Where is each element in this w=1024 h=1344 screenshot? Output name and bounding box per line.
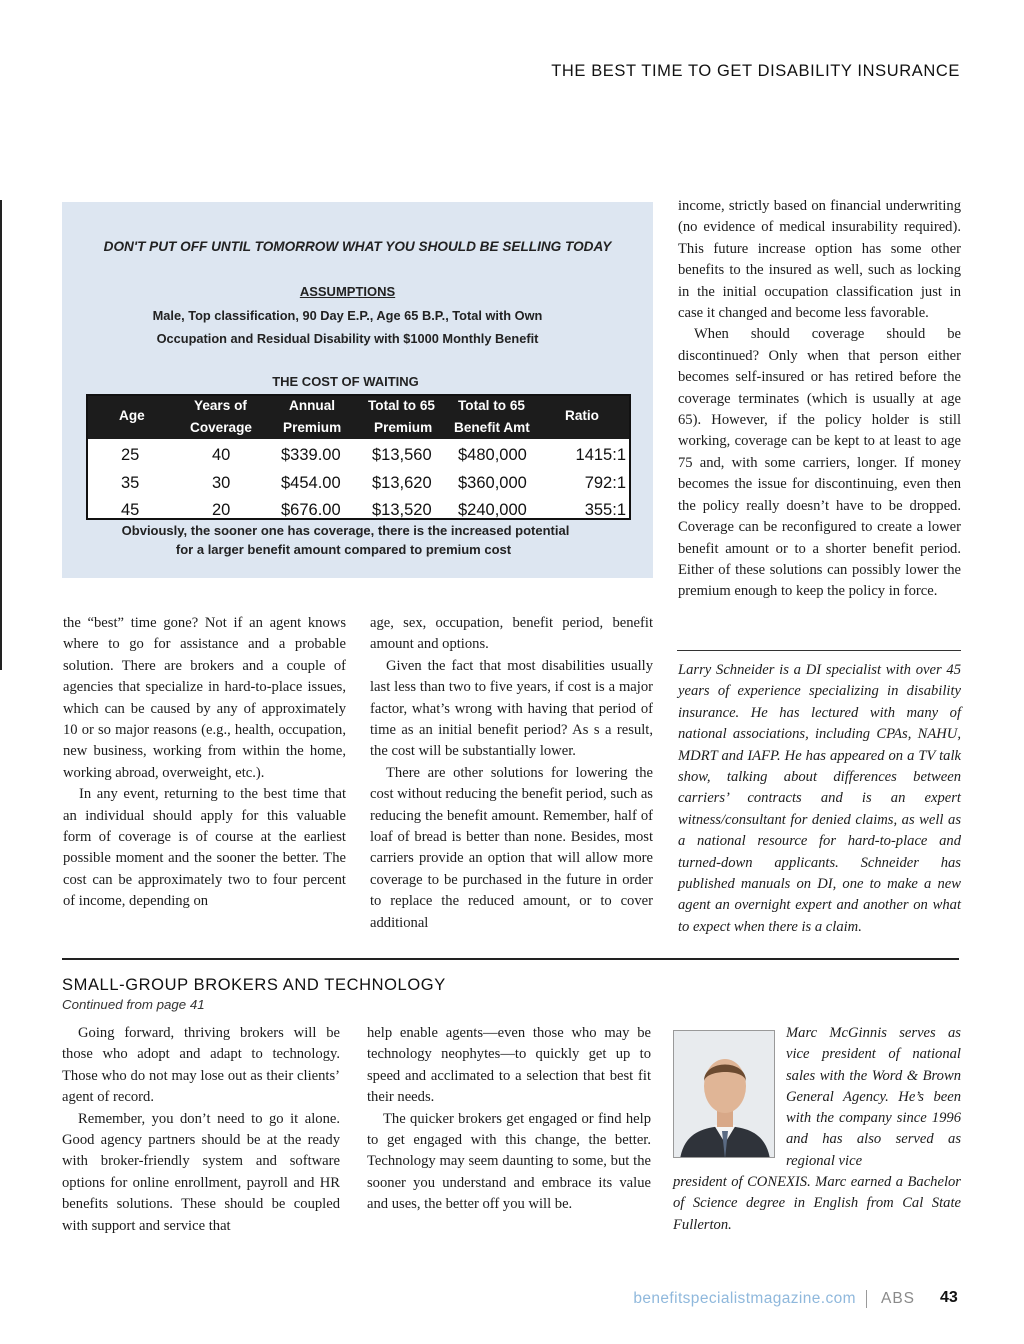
header-annual-1: Annual [289,398,336,413]
author-bio-marc-mcginnis-continued [673,1172,961,1236]
header-years-1: Years of [194,398,247,413]
cell-age: 25 [121,446,140,464]
paragraph: Given the fact that most disabilities usually last less than two to five years, if cost is a major factor, what’s wrong with having that period of time as an initial benefit period? As s a result, the cost will be substantially lower. [370,657,653,760]
page-number: 43 [940,1289,958,1306]
header-total-premium-2: Premium [374,420,433,435]
footer-website-link[interactable]: benefitspecialistmagazine.com [633,1290,856,1307]
cell-total-premium: $13,520 [372,501,432,519]
cell-ratio: 355:1 [584,501,626,519]
author-bio-marc-mcginnis [786,1023,961,1172]
cell-annual: $339.00 [281,446,341,464]
paragraph: the “best” time gone? Not if an agent knows where to go for assistance and a probable solution. There are brokers and a couple of agencies that specialize in hard-to-place issues, which can be caused by any of approximately 10 or so major reasons (e.g., health, occupation, new business, working from within the home, working abroad, overweight, etc.). [63,615,346,781]
page-spine-line [0,200,2,670]
cell-total-premium: $13,620 [372,474,432,492]
paragraph: help enable agents—even those who may be technology neophytes—to quickly get up to speed and acclimated to a selection that best fit their needs. [367,1025,651,1106]
cost-of-waiting-figure [62,202,653,578]
section-continued-note: Continued from page 41 [62,997,205,1012]
cost-table [86,394,631,520]
header-total-premium-1: Total to 65 [368,398,435,413]
author-photo [673,1030,775,1158]
paragraph: income, strictly based on financial underwriting (no evidence of medical insurability required). This future increase option has some other benefits to the insured as well, such as locking in the initial occupation classification just in case it changed and become less favorable. [678,198,961,322]
bio-divider [677,650,961,651]
paragraph: Remember, you don’t need to go it alone. Good agency partners should be at the ready with broker-friendly system and software options for online enrollment, payroll and HR benefits solutions. These should be coupled with support and service that [62,1110,340,1234]
article-column-3 [678,196,961,603]
figure-note-line-2: for a larger benefit amount compared to premium cost [175,542,512,557]
cell-annual: $676.00 [281,501,341,519]
paragraph: In any event, returning to the best time that an individual should apply for this valuable form of coverage is of course at the earliest possible moment and the sooner the better. The cost can be approximately two to four percent of income, depending on [63,786,346,910]
running-header-title: THE BEST TIME TO GET DISABILITY INSURANCE [551,62,960,80]
cell-total-benefit: $360,000 [458,474,527,492]
author-bio-larry-schneider [678,660,961,938]
footer-magazine-name: ABS [881,1290,916,1307]
footer-separator [866,1290,867,1308]
header-years-2: Coverage [190,420,252,435]
section2-column-1 [62,1023,340,1237]
article-column-1 [63,613,346,913]
assumptions-line-1: Male, Top classification, 90 Day E.P., Age 65 B.P., Total with Own [152,308,543,323]
section2-column-2 [367,1023,651,1216]
cell-years: 20 [212,501,231,519]
assumptions-title: ASSUMPTIONS [299,284,396,299]
paragraph: age, sex, occupation, benefit period, benefit amount and options. [370,615,653,653]
cell-ratio: 1415:1 [575,446,626,464]
section-title: SMALL-GROUP BROKERS AND TECHNOLOGY [62,976,446,994]
paragraph: When should coverage should be discontinued? Only when that person either becomes self-insured or has retired before the coverage terminates (which is usually at age 65). However, if the policy holder is still working, coverage can be kept to at least to age 75 and, with some carriers, longer. If money becomes the issue for discontinuing, even then the policy really doesn’t have to be dropped. Coverage can be reconfigured to create a lower benefit amount or to a shorter benefit period. Either of these solutions can possibly lower the premium enough to keep the policy in force. [678,326,961,600]
bio-text: Marc McGinnis serves as vice president of national sales with the Word & Brown General Agency. He’s been with the company since 1996 and has also served as regional vice [786,1025,961,1169]
bio-text: president of CONEXIS. Marc earned a Bachelor of Science degree in English from Cal State Fullerton. [673,1174,961,1233]
figure-note-line-1: Obviously, the sooner one has coverage, there is the increased potential [121,523,570,538]
cell-annual: $454.00 [281,474,341,492]
paragraph: The quicker brokers get engaged or find help to get engaged with this change, the better. Technology may seem daunting to some, but the sooner you understand and embrace its value and uses, the better off you will be. [367,1110,651,1213]
cell-years: 30 [212,474,231,492]
cell-ratio: 792:1 [584,474,626,492]
cell-age: 35 [121,474,140,492]
cell-age: 45 [121,501,140,519]
cell-total-benefit: $240,000 [458,501,527,519]
header-annual-2: Premium [283,420,342,435]
person-silhouette-icon [674,1031,775,1158]
header-total-benefit-2: Benefit Amt [454,420,530,435]
header-age: Age [119,408,145,423]
article-column-2 [370,613,653,934]
section-divider [62,958,959,960]
cell-total-benefit: $480,000 [458,446,527,464]
cell-total-premium: $13,560 [372,446,432,464]
paragraph: Going forward, thriving brokers will be those who adopt and adapt to technology. Those who do not may lose out as their clients’ agent of record. [62,1025,340,1106]
assumptions-line-2: Occupation and Residual Disability with $1000 Monthly Benefit [156,331,539,346]
header-total-benefit-1: Total to 65 [458,398,525,413]
figure-headline: DON'T PUT OFF UNTIL TOMORROW WHAT YOU SHOULD BE SELLING TODAY [103,239,612,254]
cost-table-header [88,396,629,439]
cost-of-waiting-title: THE COST OF WAITING [272,374,419,389]
cell-years: 40 [212,446,231,464]
bio-text: Larry Schneider is a DI specialist with over 45 years of experience specializing in disability insurance. He has lectured with many of national associations, including CPAs, NAHU, MDRT and IAFP. He has appeared on a TV talk show, talking about differences between carriers’ contracts and is an expert witness/consultant for denied claims, as well as a national resource for hard-to-place and turned-down applicants. Schneider has published manuals on DI, one to make a new agent an overnight expert and another on what to expect when there is a claim. [678,662,961,935]
header-ratio: Ratio [565,408,599,423]
paragraph: There are other solutions for lowering the cost without reducing the benefit period, such as reducing the benefit amount. Remember, half of loaf of bread is better than none. Besides, most carriers provide an option that will allow more coverage to be purchased in the future in order to replace the reduced amount, or to cover additional [370,764,653,931]
